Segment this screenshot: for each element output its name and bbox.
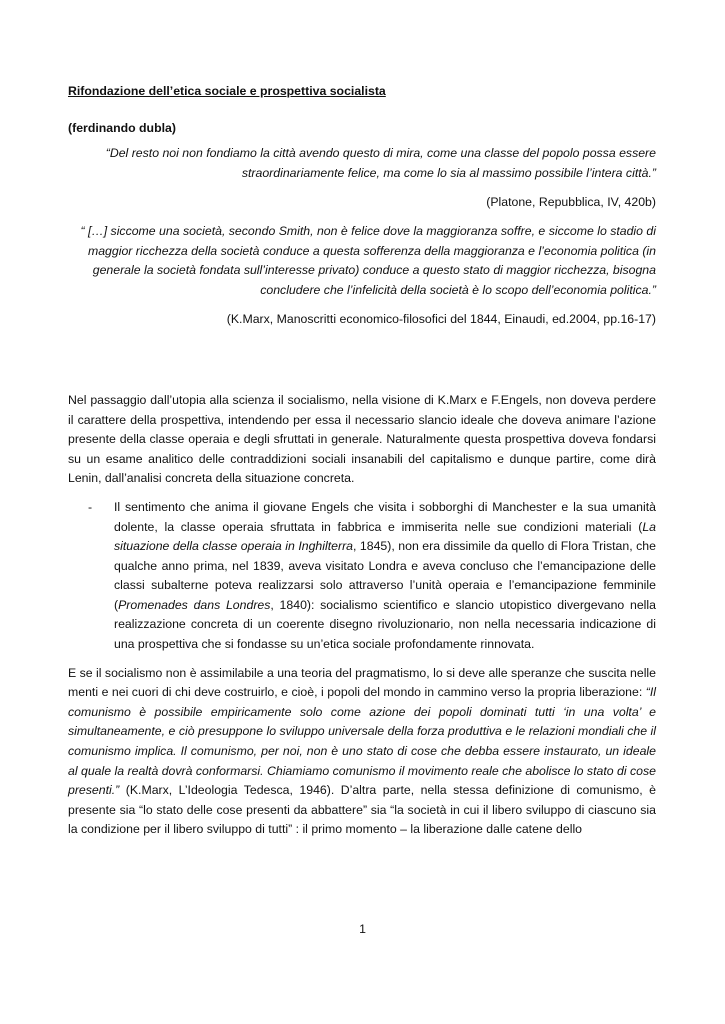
epigraph-source-marx: (K.Marx, Manoscritti economico-filosofici del 1844, Einaudi, ed.2004, pp.16-17)	[226, 312, 656, 327]
book-title-tristan: Promenades dans Londres	[118, 597, 271, 612]
epigraph-quote-marx: “ […] siccome una società, secondo Smith, non è felice dove la maggioranza soffre, e siccome lo stadio di maggior ricchezza della società conduce a questa sofferenza della maggioranza e l’economia politica (in generale la società fondata sull’interesse privato) conduce a questo stato di maggior ricchezza, bisogna concludere che l’infelicità della società è lo scopo dell’economia politica.”	[80, 223, 656, 297]
document-body	[68, 82, 656, 840]
epigraph-source-plato: (Platone, Repubblica, IV, 420b)	[486, 195, 656, 210]
bullet-dash: -	[88, 499, 93, 514]
body-paragraph-2	[68, 664, 656, 840]
document-title: Rifondazione dell’etica sociale e prospettiva socialista	[68, 84, 386, 98]
bullet-text-part: Il sentimento che anima il giovane Engels che visita i sobborghi di Manchester e la sua umanità dolente, la classe operaia sfruttata in fabbrica e immiserita nelle sue condizioni materiali (	[114, 499, 656, 534]
quoted-passage-marx: “Il comunismo è possibile empiricamente solo come azione dei popoli dominati tutti ‘in una volta’ e simultaneamente, e ciò presuppone lo sviluppo universale della forza produttiva e le relazioni mondiali che il comunismo implica. Il comunismo, per noi, non è uno stato di cose che debba essere instaurato, un ideale al quale la realtà dovrà conformarsi. Chiamiamo comunismo il movimento reale che abolisce lo stato di cose presenti.”	[68, 685, 656, 798]
bullet-text-part: , 1845), non era dissimile da quello di Flora Tristan, che qualche anno prima, nel 1839, aveva visitato Londra e aveva concluso che l’emancipazione delle classi subalterne poteva realizzarsi solo attraverso l’unità operaia e l’emancipazione femminile (	[114, 539, 656, 612]
document-author: (ferdinando dubla)	[68, 120, 176, 135]
bullet-item	[68, 498, 656, 655]
epigraph-quote-plato: “Del resto noi non fondiamo la città avendo questo di mira, come una classe del popolo possa essere straordinariamente felice, ma come lo sia al massimo possibile l’intera città.”	[105, 146, 656, 180]
paragraph-text-part: (K.Marx, L’Ideologia Tedesca, 1946). D’altra parte, nella stessa definizione di comunismo, è presente sia “lo stato delle cose presenti da abbattere” sia “la società in cui il libero sviluppo di ciascuno sia la condizione per il libero sviluppo di tutti” : il primo momento – la liberazione dalle catene dello	[68, 783, 656, 837]
bullet-text	[114, 498, 656, 655]
bullet-text-part: , 1840): socialismo scientifico e slancio utopistico divergevano nella realizzazione concreta di un coerente disegno rivoluzionario, non nella necessaria indicazione di una prospettiva che si fondasse su un’etica sociale profondamente rinnovata.	[114, 597, 656, 652]
body-paragraph-1: Nel passaggio dall’utopia alla scienza il socialismo, nella visione di K.Marx e F.Engels, non doveva perdere il carattere della prospettiva, intendendo per essa il necessario slancio ideale che doveva animare l’azione presente della classe operaia e degli sfruttati in generale. Naturalmente questa prospettiva doveva fondarsi su un esame analitico delle contraddizioni sociali insanabili del capitalismo e dunque partire, come dirà Lenin, dall’analisi concreta della situazione concreta.	[68, 392, 656, 486]
page-number: 1	[359, 922, 366, 936]
paragraph-text-part: E se il socialismo non è assimilabile a una teoria del pragmatismo, lo si deve alle speranze che suscita nelle menti e nei cuori di chi deve costruirlo, e cioè, i popoli del mondo in cammino verso la propria liberazione:	[68, 665, 656, 700]
book-title-engels: La situazione della classe operaia in Inghilterra	[114, 519, 656, 554]
